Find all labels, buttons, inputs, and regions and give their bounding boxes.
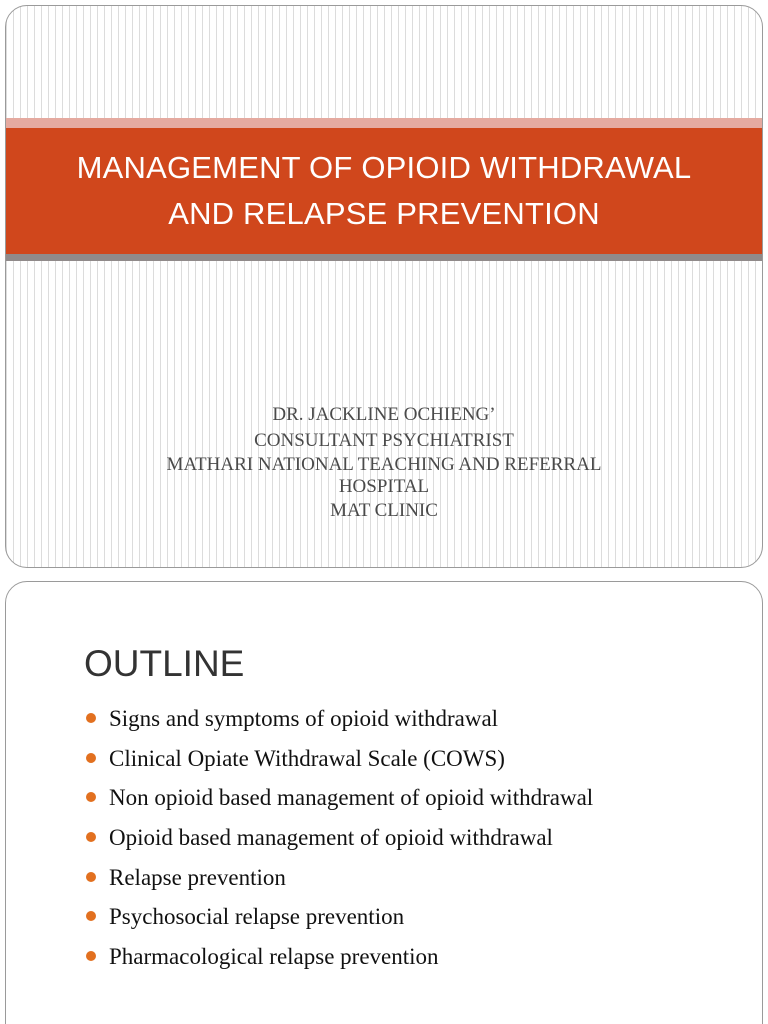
bullet-dot-icon (86, 872, 96, 882)
bullet-dot-icon (86, 713, 96, 723)
bullet-dot-icon (86, 951, 96, 961)
outline-item-text: Non opioid based management of opioid withdrawal (109, 785, 594, 811)
outline-item (84, 699, 593, 739)
slide-title-line-2: AND RELAPSE PREVENTION (168, 196, 600, 231)
outline-item-text: Opioid based management of opioid withdrawal (109, 825, 553, 851)
outline-item-text: Clinical Opiate Withdrawal Scale (COWS) (109, 745, 505, 771)
slide-title-line-1: MANAGEMENT OF OPIOID WITHDRAWAL (76, 150, 692, 185)
presenter-info (6, 402, 762, 524)
bullet-dot-icon (86, 832, 96, 842)
outline-item (84, 739, 593, 779)
outline-heading: OUTLINE (84, 643, 245, 684)
title-band-top-stripe (6, 118, 762, 128)
outline-item-text: Pharmacological relapse prevention (109, 944, 439, 970)
presenter-role: CONSULTANT PSYCHIATRIST (254, 430, 514, 451)
institution-line-2: HOSPITAL (338, 476, 430, 497)
outline-item-text: Signs and symptoms of opioid withdrawal (109, 706, 499, 731)
clinic-name: MAT CLINIC (330, 500, 438, 521)
outline-item-text: Relapse prevention (109, 864, 286, 890)
outline-item-text: Psychosocial relapse prevention (109, 904, 405, 930)
title-band-bottom-stripe (6, 254, 762, 261)
institution-line-1: MATHARI NATIONAL TEACHING AND REFERRAL (166, 454, 602, 475)
bullet-dot-icon (86, 792, 96, 802)
title-band (6, 128, 762, 254)
title-slide (5, 5, 763, 568)
outline-list (84, 699, 593, 977)
bullet-dot-icon (86, 911, 96, 921)
outline-item (84, 778, 593, 818)
bullet-dot-icon (86, 753, 96, 763)
outline-item (84, 858, 593, 898)
outline-slide (5, 581, 763, 1024)
outline-item (84, 897, 593, 937)
outline-item (84, 937, 593, 977)
presenter-name: DR. JACKLINE OCHIENG’ (272, 404, 496, 425)
outline-item (84, 818, 593, 858)
